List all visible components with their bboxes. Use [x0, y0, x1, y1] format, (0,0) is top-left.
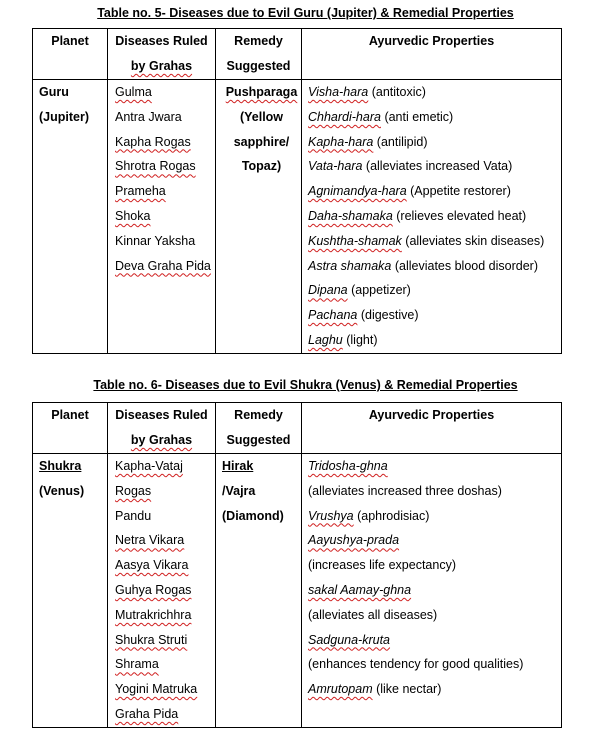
table5-planet-cell: Guru (Jupiter): [33, 80, 108, 354]
table6: [32, 402, 562, 728]
header-planet: Planet: [33, 29, 108, 80]
property-item: Sadguna-kruta: [308, 632, 391, 647]
table6-header-row: [33, 403, 562, 454]
table5-properties-cell: [302, 80, 562, 354]
disease-item: Rogas: [115, 483, 152, 498]
property-item: Kapha-hara (antilipid): [308, 134, 428, 149]
disease-item: Kinnar Yaksha: [115, 233, 196, 248]
property-item: Vrushya (aphrodisiac): [308, 508, 430, 523]
property-item: Agnimandya-hara (Appetite restorer): [308, 184, 511, 199]
table5-header-row: [33, 29, 562, 80]
table5-diseases-cell: [108, 80, 216, 354]
property-item: Chhardi-hara (anti emetic): [308, 109, 454, 124]
remedy-line: (Diamond): [222, 508, 284, 523]
remedy-line: Topaz): [241, 159, 282, 174]
property-item: Dipana (appetizer): [308, 283, 411, 298]
disease-item: Guhya Rogas: [115, 582, 192, 597]
header-remedy: Remedy Suggested: [216, 29, 302, 80]
property-item: Kushtha-shamak (alleviates skin diseases): [308, 233, 545, 248]
property-item: (alleviates increased three doshas): [308, 483, 502, 498]
header-remedy: Remedy Suggested: [216, 403, 302, 454]
property-item: Astra shamaka (alleviates blood disorder): [308, 258, 538, 273]
property-item: Vata-hara (alleviates increased Vata): [308, 159, 513, 174]
table6-diseases-cell: [108, 454, 216, 728]
remedy-line: Pushparaga: [225, 85, 298, 99]
header-diseases: Diseases Ruled by Grahas: [108, 29, 216, 80]
disease-item: Antra Jwara: [115, 109, 182, 124]
property-item: sakal Aamay-ghna: [308, 582, 412, 597]
disease-item: Netra Vikara: [115, 533, 185, 548]
header-diseases: Diseases Ruled by Grahas: [108, 403, 216, 454]
property-item: Daha-shamaka (relieves elevated heat): [308, 208, 527, 223]
table5: [32, 28, 562, 354]
remedy-line: (Yellow: [239, 109, 284, 124]
table6-remedy-cell: [216, 454, 302, 728]
table6-planet-cell: Shukra (Venus): [33, 454, 108, 728]
table6-properties-cell: [302, 454, 562, 728]
header-diseases-line2: by Grahas: [130, 59, 193, 73]
table6-caption: Table no. 6- Diseases due to Evil Shukra (Venus) & Remedial Properties: [93, 378, 518, 392]
table5-caption: Table no. 5- Diseases due to Evil Guru (Jupiter) & Remedial Properties: [97, 6, 514, 20]
property-item: Tridosha-ghna: [308, 459, 388, 473]
remedy-line: /Vajra: [222, 483, 256, 498]
disease-item: Pandu: [115, 508, 152, 523]
disease-item: Shrotra Rogas: [115, 159, 196, 174]
property-item: Aayushya-prada: [308, 533, 400, 548]
property-item: Pachana (digestive): [308, 308, 419, 323]
disease-item: Shukra Struti: [115, 632, 188, 647]
disease-item: Kapha-Vataj: [115, 459, 183, 473]
disease-item: Shrama: [115, 657, 159, 672]
property-item: Amrutopam (like nectar): [308, 682, 442, 697]
disease-item: Yogini Matruka: [115, 682, 198, 697]
disease-item: Aasya Vikara: [115, 558, 189, 573]
disease-item: Deva Graha Pida: [115, 258, 211, 273]
table6-body-row: [33, 454, 562, 728]
header-planet: Planet: [33, 403, 108, 454]
disease-item: Prameha: [115, 184, 166, 199]
header-diseases-line2: by Grahas: [130, 433, 193, 447]
property-item: Visha-hara (antitoxic): [308, 85, 426, 99]
disease-item: Gulma: [115, 85, 152, 99]
disease-item: Mutrakrichhra: [115, 607, 192, 622]
property-item: (enhances tendency for good qualities): [308, 657, 524, 672]
header-ayurvedic: Ayurvedic Properties: [302, 29, 562, 80]
table5-body-row: [33, 80, 562, 354]
disease-item: Shoka: [115, 208, 151, 223]
property-item: (alleviates all diseases): [308, 607, 438, 622]
remedy-line: sapphire/: [233, 134, 290, 149]
table5-remedy-cell: [216, 80, 302, 354]
remedy-line: Hirak: [222, 459, 254, 473]
property-item: (increases life expectancy): [308, 558, 456, 573]
disease-item: Kapha Rogas: [115, 134, 191, 149]
property-item: Laghu (light): [308, 332, 378, 347]
header-ayurvedic: Ayurvedic Properties: [302, 403, 562, 454]
disease-item: Graha Pida: [115, 706, 179, 721]
